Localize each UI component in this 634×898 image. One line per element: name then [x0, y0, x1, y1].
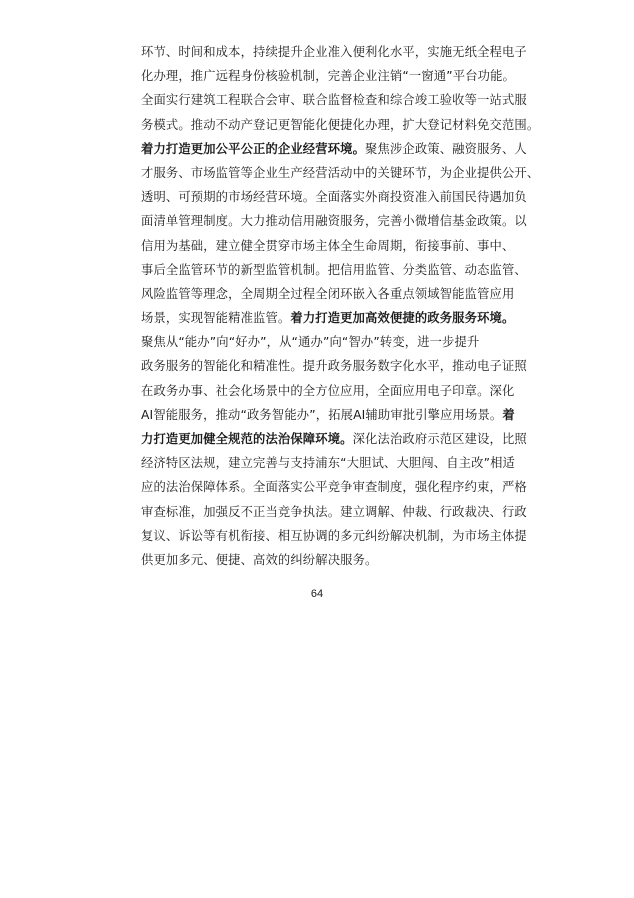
body-text-segment: 经济特区法规，建立完善与支持浦东“大胆试、大胆闯、自主改”相适: [141, 456, 516, 471]
text-line: [141, 161, 540, 185]
text-line: [141, 379, 515, 403]
body-text-segment: 信用为基础，建立健全贯穿市场主体全生命周期，衔接事前、事中、: [141, 238, 515, 253]
body-paragraph: [141, 40, 540, 572]
body-text-segment: 在政务办事、社会化场景中的全方位应用，全面应用电子印章。深化: [141, 383, 515, 398]
body-text-segment: 事后全监管环节的新型监管机制。把信用监管、分类监管、动态监管、: [141, 262, 527, 277]
text-line: [141, 330, 501, 354]
body-text-segment: 深化法治政府示范区建设，比照: [352, 432, 527, 446]
text-line: [141, 209, 527, 233]
text-line: [141, 524, 527, 548]
body-text-segment: 聚焦涉企政策、融资服务、人: [365, 141, 527, 156]
body-text-segment: 面清单管理制度。大力推动信用融资服务，完善小微增信基金政策。以: [141, 214, 527, 229]
body-text-segment: AI智能服务，推动“政务智能办”，拓展AI辅助审批引擎应用场景。: [141, 407, 503, 422]
bold-heading-text: 力打造更加健全规范的法治保障环境。: [141, 432, 353, 446]
bold-heading-text: 着: [502, 407, 515, 422]
text-line: [141, 137, 527, 161]
body-text-segment: 复议、诉讼等有机衔接、相互协调的多元纠纷解决机制，为市场主体提: [141, 528, 527, 543]
text-line: [141, 306, 515, 330]
text-line: [141, 113, 540, 137]
text-line: [141, 258, 527, 282]
text-line: [141, 475, 527, 499]
text-line: [141, 282, 515, 306]
body-text-segment: 风险监管等理念，全周期全过程全闭环嵌入各重点领域智能监管应用: [141, 286, 515, 301]
body-text-segment: 聚焦从“能办”向“好办”，从“通办”向“智办”转变，进一步提升: [141, 335, 480, 350]
body-text-segment: 务模式。推动不动产登记更智能化便捷化办理，扩大登记材料免交范围。: [141, 117, 540, 132]
text-line: [141, 354, 527, 378]
bold-heading-text: 着力打造更加公平公正的企业经营环境。: [141, 141, 366, 156]
text-line: [141, 451, 516, 475]
body-text-segment: 场景，实现智能精准监管。: [141, 311, 291, 326]
page-number: 64: [310, 588, 324, 600]
body-text-segment: 全面实行建筑工程联合会审、联合监督检查和综合竣工验收等一站式服: [141, 93, 527, 108]
text-line: [141, 403, 515, 427]
body-text-segment: 才服务、市场监管等企业生产经营活动中的关键环节，为企业提供公开、: [141, 165, 540, 180]
text-line: [141, 88, 527, 112]
text-line: [141, 64, 516, 88]
body-text-segment: 环节、时间和成本，持续提升企业准入便利化水平，实施无纸全程电子: [141, 45, 527, 59]
text-line: [141, 234, 515, 258]
text-line: [141, 427, 527, 451]
body-text-segment: 应的法治保障体系。全面落实公平竞争审查制度，强化程序约束，严格: [141, 480, 527, 495]
body-text-segment: 化办理，推广远程身份核验机制，完善企业注销“一窗通”平台功能。: [141, 69, 516, 84]
body-text-segment: 政务服务的智能化和精准性。提升政务服务数字化水平，推动电子证照: [141, 359, 527, 374]
text-line: [141, 185, 527, 209]
body-text-segment: 供更加多元、便捷、高效的纠纷解决服务。: [141, 552, 378, 567]
body-text-segment: 透明、可预期的市场经营环境。全面落实外商投资准入前国民待遇加负: [141, 190, 527, 205]
text-line: [141, 500, 527, 524]
text-line: [141, 548, 501, 572]
text-line: [141, 40, 527, 64]
body-text-segment: 审查标准，加强反不正当竞争执法。建立调解、仲裁、行政裁决、行政: [141, 504, 527, 519]
bold-heading-text: 着力打造更加高效便捷的政务服务环境。: [290, 311, 515, 326]
